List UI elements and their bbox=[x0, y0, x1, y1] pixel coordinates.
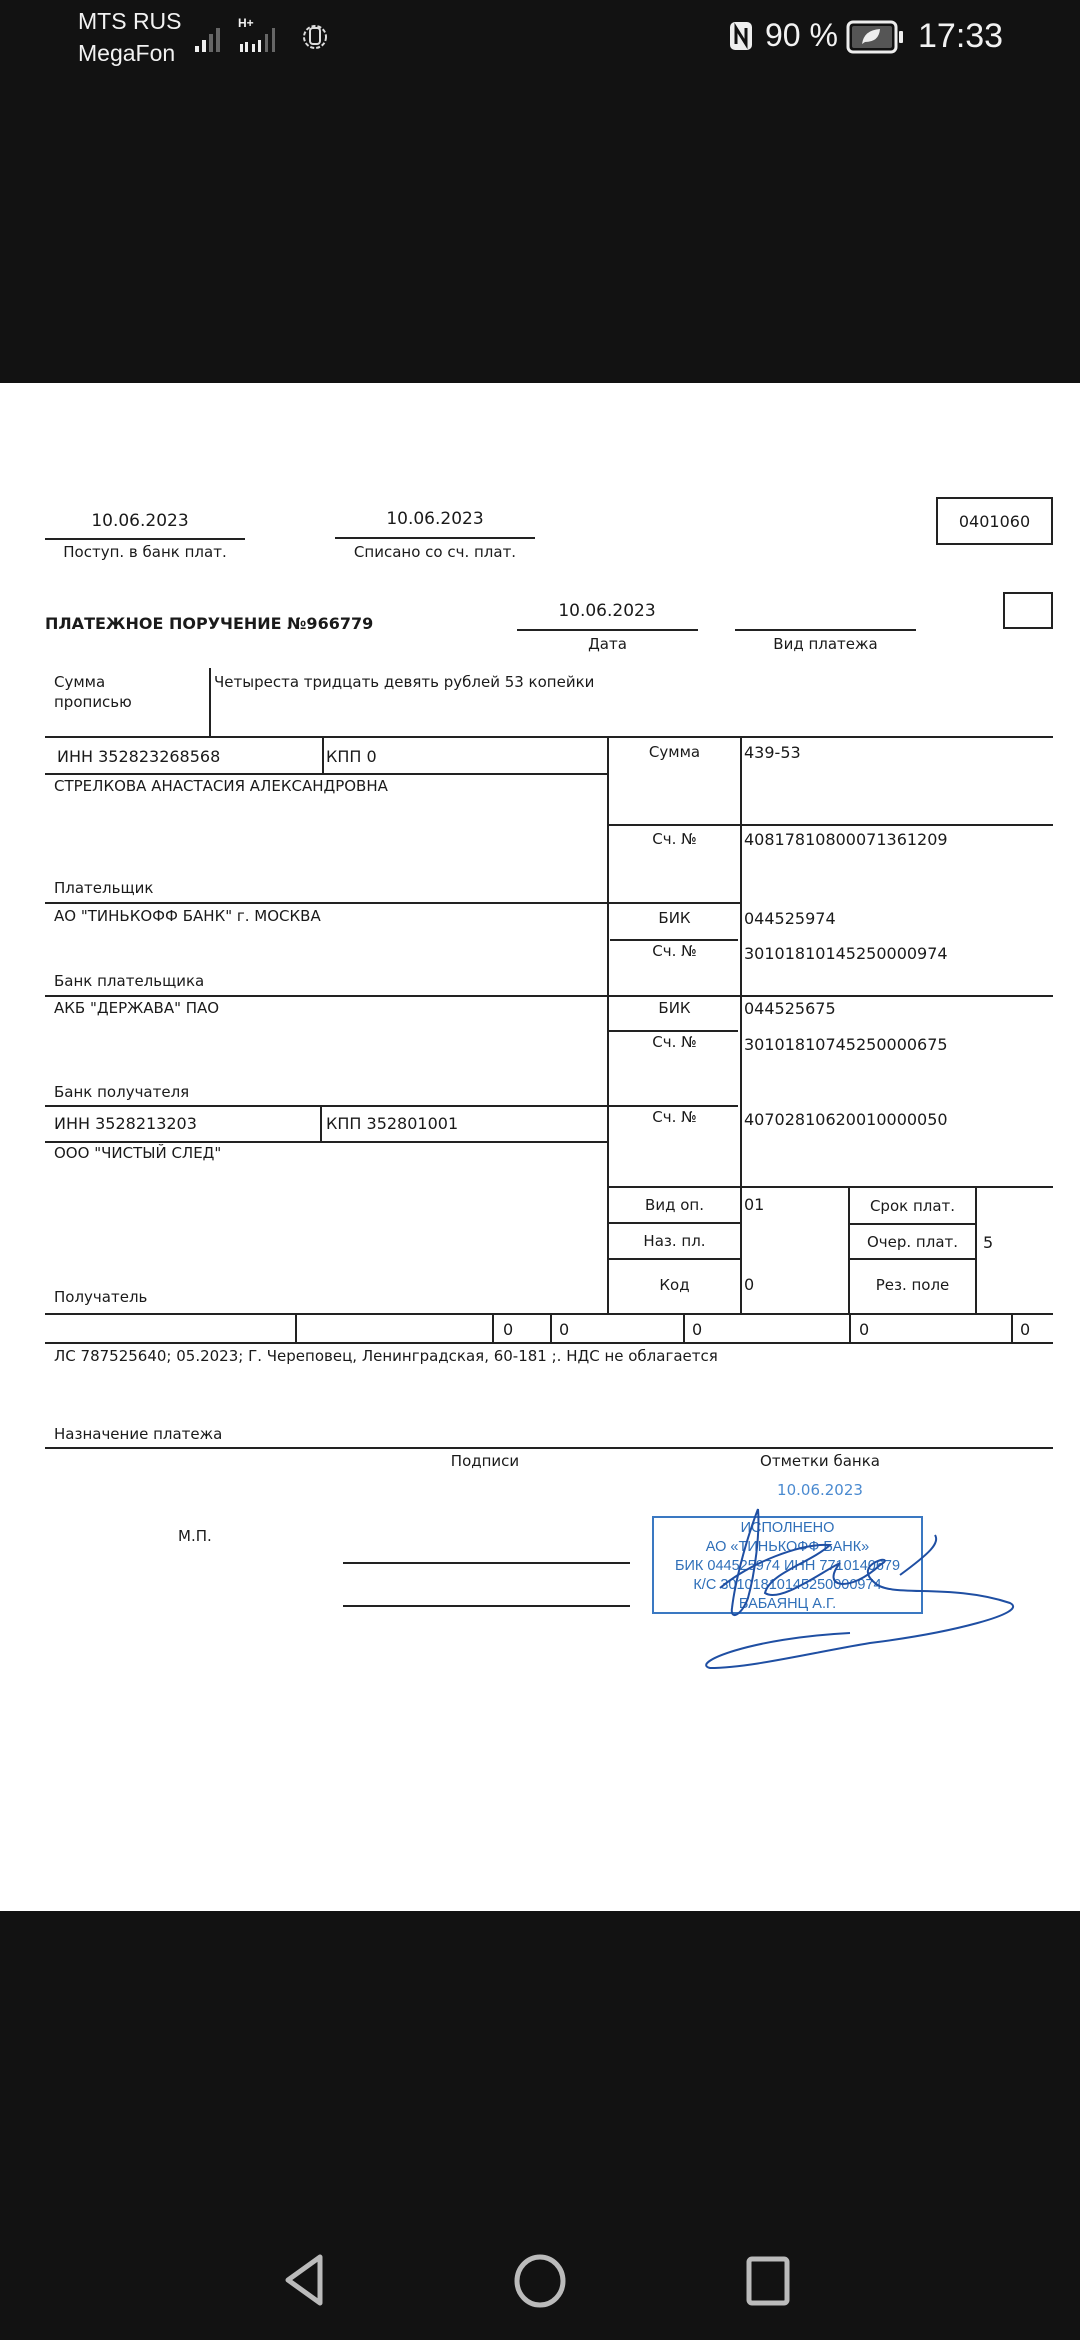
payment-order-document bbox=[0, 383, 1080, 1911]
divider bbox=[550, 1313, 552, 1344]
code-label: Код bbox=[659, 1276, 690, 1294]
divider bbox=[45, 902, 607, 904]
divider bbox=[45, 736, 1053, 738]
status-bar bbox=[0, 0, 1080, 80]
form-code-box bbox=[936, 497, 1053, 545]
tax-field-1: 0 bbox=[503, 1320, 514, 1339]
divider bbox=[607, 1222, 740, 1224]
handwritten-signature bbox=[690, 1503, 1040, 1678]
divider bbox=[295, 1313, 297, 1344]
divider bbox=[1011, 1313, 1013, 1344]
priority-label: Очер. плат. bbox=[866, 1233, 959, 1251]
signature-line-1 bbox=[343, 1562, 630, 1564]
purpose-code-label: Наз. пл. bbox=[643, 1232, 706, 1250]
payment-type-label: Вид платежа bbox=[773, 635, 878, 653]
network-type: H+ bbox=[238, 16, 254, 30]
divider bbox=[45, 1313, 1053, 1315]
divider bbox=[610, 939, 738, 941]
divider bbox=[607, 1186, 1053, 1188]
date-debited-label: Списано со сч. плат. bbox=[353, 543, 517, 561]
op-type-label: Вид оп. bbox=[645, 1196, 704, 1214]
divider bbox=[848, 1223, 975, 1225]
document-date-label: Дата bbox=[588, 635, 627, 653]
payer-inn: ИНН 352823268568 bbox=[57, 747, 221, 766]
payment-type-box bbox=[1003, 592, 1053, 629]
back-icon[interactable] bbox=[282, 2252, 332, 2308]
document-date: 10.06.2023 bbox=[558, 601, 656, 621]
payment-purpose-label: Назначение платежа bbox=[54, 1425, 223, 1443]
divider bbox=[975, 1186, 977, 1315]
payer-label: Плательщик bbox=[54, 879, 154, 897]
divider bbox=[492, 1313, 494, 1344]
payee-bank-bik: 044525675 bbox=[744, 999, 836, 1018]
divider bbox=[848, 1258, 975, 1260]
divider bbox=[45, 1105, 607, 1107]
payee-bank-label: Банк получателя bbox=[54, 1083, 190, 1101]
payer-bank-label: Банк плательщика bbox=[54, 972, 205, 990]
divider bbox=[607, 1258, 740, 1260]
bank-mark-date: 10.06.2023 bbox=[777, 1481, 863, 1499]
divider bbox=[320, 1105, 322, 1142]
tax-field-5: 0 bbox=[1020, 1320, 1031, 1339]
payer-bank-name: АО "ТИНЬКОФФ БАНК" г. МОСКВА bbox=[54, 907, 321, 925]
signatures-label: Подписи bbox=[450, 1452, 520, 1470]
home-icon[interactable] bbox=[513, 2254, 567, 2308]
payer-account-label: Сч. № bbox=[652, 830, 697, 848]
payee-label: Получатель bbox=[54, 1288, 148, 1306]
vpn-icon bbox=[298, 20, 332, 52]
date-received-label: Поступ. в банк плат. bbox=[63, 543, 227, 561]
signature-line-2 bbox=[343, 1605, 630, 1607]
battery-percent: 90 % bbox=[765, 17, 838, 53]
stamp-line-3: БИК 044525974 ИНН 7710140679 bbox=[674, 1558, 901, 1574]
recents-icon[interactable] bbox=[746, 2256, 790, 2306]
stamp-line-2: АО «ТИНЬКОФФ БАНК» bbox=[705, 1539, 870, 1555]
payee-bank-name: АКБ "ДЕРЖАВА" ПАО bbox=[54, 999, 220, 1017]
stamp-line-4: К/С 30101810145250000974 bbox=[693, 1577, 882, 1593]
payer-kpp: КПП 0 bbox=[326, 747, 377, 766]
payee-bank-bik-label: БИК bbox=[658, 999, 691, 1017]
clock: 17:33 bbox=[918, 17, 1004, 55]
divider bbox=[209, 668, 211, 736]
stamp-line-5: БАБАЯНЦ А.Г. bbox=[738, 1596, 837, 1612]
date-debited: 10.06.2023 bbox=[386, 509, 484, 529]
tax-field-3: 0 bbox=[692, 1320, 703, 1339]
priority: 5 bbox=[983, 1233, 994, 1252]
payee-name: ООО "ЧИСТЫЙ СЛЕД" bbox=[54, 1144, 222, 1162]
payer-bank-bik-label: БИК bbox=[658, 909, 691, 927]
divider bbox=[45, 995, 1053, 997]
divider bbox=[607, 902, 740, 904]
payee-inn: ИНН 3528213203 bbox=[54, 1114, 197, 1133]
divider bbox=[45, 538, 245, 540]
divider bbox=[322, 736, 324, 774]
battery-icon bbox=[846, 20, 904, 54]
carrier-1: MTS RUS bbox=[78, 8, 182, 34]
amount-label: Сумма bbox=[648, 743, 701, 761]
payee-account-label: Сч. № bbox=[652, 1108, 697, 1126]
signal-icon bbox=[193, 20, 225, 52]
payee-kpp: КПП 352801001 bbox=[326, 1114, 459, 1133]
payer-name: СТРЕЛКОВА АНАСТАСИЯ АЛЕКСАНДРОВНА bbox=[54, 777, 388, 795]
divider bbox=[607, 1105, 738, 1107]
nfc-icon bbox=[728, 20, 754, 52]
divider bbox=[335, 537, 535, 539]
divider bbox=[45, 1342, 1053, 1344]
amount: 439-53 bbox=[744, 743, 801, 762]
payment-purpose: ЛС 787525640; 05.2023; Г. Череповец, Ленинградская, 60-181 ;. НДС не облагается bbox=[54, 1347, 718, 1365]
stamp-place-label: М.П. bbox=[178, 1527, 212, 1545]
divider bbox=[607, 1030, 738, 1032]
amount-words-label: Сумма bbox=[54, 673, 106, 691]
bank-marks-label: Отметки банка bbox=[760, 1452, 880, 1470]
payer-bank-account-label: Сч. № bbox=[652, 942, 697, 960]
divider bbox=[683, 1313, 685, 1344]
date-received: 10.06.2023 bbox=[91, 511, 189, 531]
divider bbox=[45, 773, 607, 775]
document-title: ПЛАТЕЖНОЕ ПОРУЧЕНИЕ №966779 bbox=[45, 614, 374, 633]
code: 0 bbox=[744, 1275, 755, 1294]
divider bbox=[517, 629, 698, 631]
tax-field-4: 0 bbox=[859, 1320, 870, 1339]
divider bbox=[735, 629, 916, 631]
payee-bank-account: 30101810745250000675 bbox=[744, 1035, 948, 1054]
payer-account: 40817810800071361209 bbox=[744, 830, 948, 849]
op-type: 01 bbox=[744, 1195, 765, 1214]
amount-words-label-2: прописью bbox=[54, 693, 132, 711]
form-code: 0401060 bbox=[958, 512, 1031, 531]
divider bbox=[740, 736, 742, 1315]
amount-words: Четыреста тридцать девять рублей 53 копейки bbox=[214, 673, 595, 691]
divider bbox=[45, 1141, 607, 1143]
divider bbox=[45, 1447, 1053, 1449]
divider bbox=[607, 824, 1053, 826]
tax-field-2: 0 bbox=[559, 1320, 570, 1339]
reserve-label: Рез. поле bbox=[875, 1276, 950, 1294]
carrier-2: MegaFon bbox=[78, 40, 176, 66]
payee-bank-account-label: Сч. № bbox=[652, 1033, 697, 1051]
stamp-line-1: ИСПОЛНЕНО bbox=[740, 1520, 835, 1536]
payer-bank-bik: 044525974 bbox=[744, 909, 836, 928]
signal-icon-2 bbox=[238, 20, 282, 52]
payer-bank-account: 30101810145250000974 bbox=[744, 944, 948, 963]
term-label: Срок плат. bbox=[869, 1197, 956, 1215]
payee-account: 40702810620010000050 bbox=[744, 1110, 948, 1129]
divider bbox=[849, 1313, 851, 1344]
divider bbox=[607, 736, 609, 1315]
